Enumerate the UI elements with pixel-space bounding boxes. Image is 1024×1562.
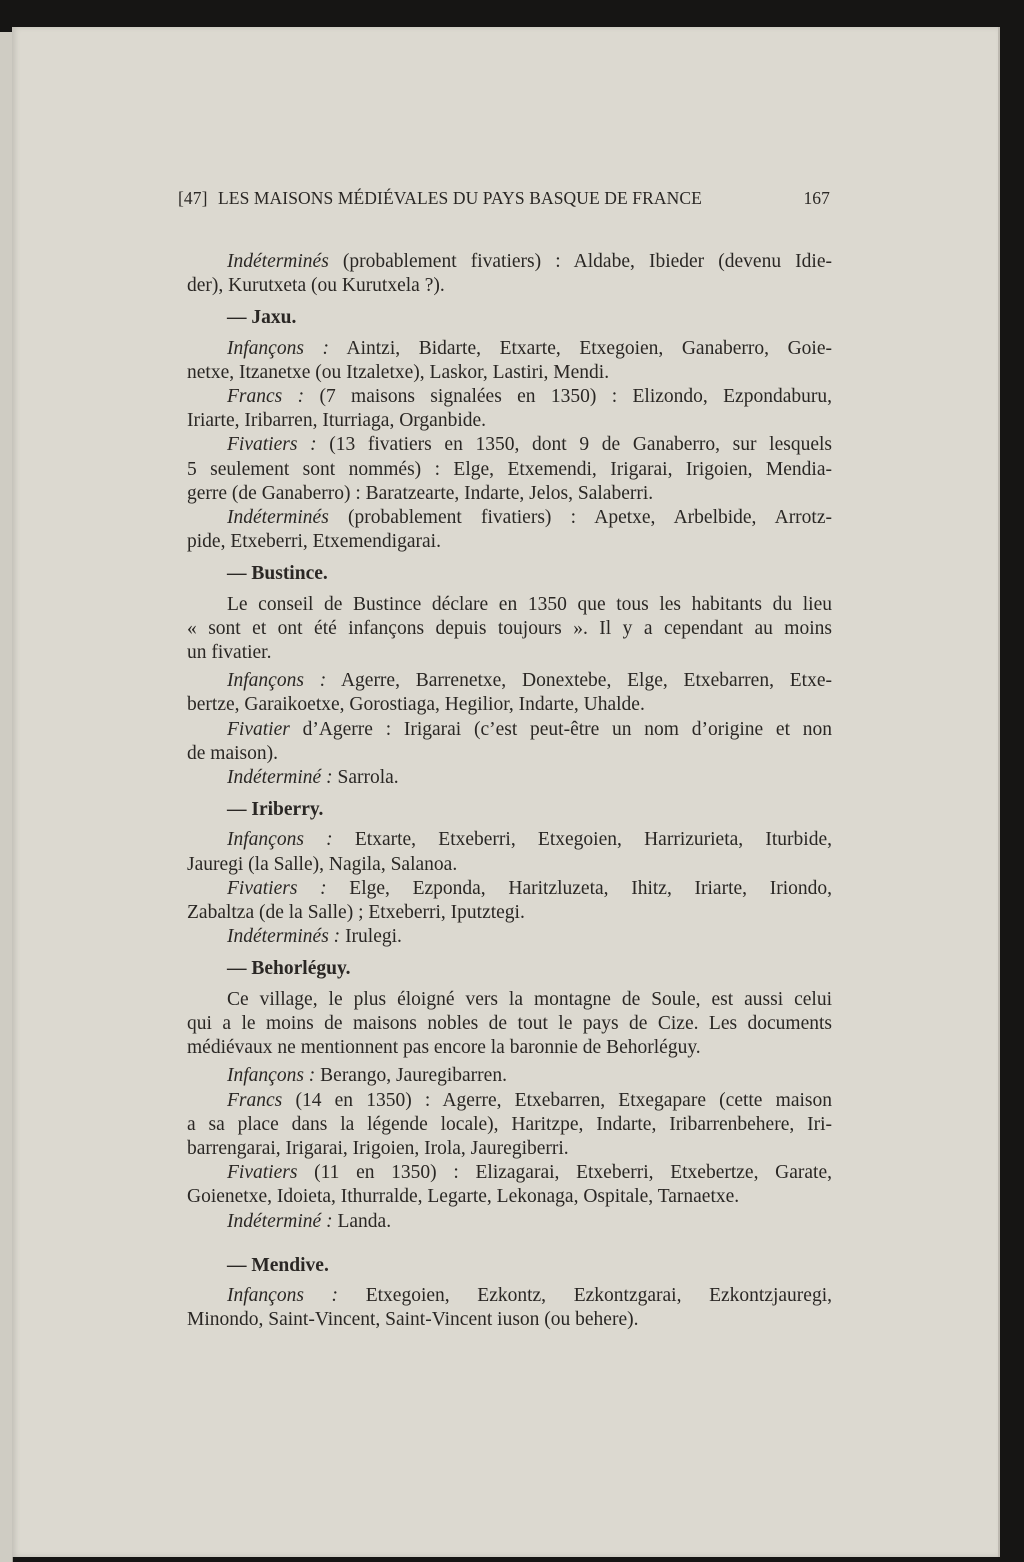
category-label: Francs [227, 1089, 283, 1111]
paragraph [187, 1064, 832, 1088]
text-line [187, 828, 832, 852]
text-line [187, 1012, 832, 1036]
line-text: (13 fivatiers en 1350, dont 9 de Ganaberro, sur lesquels [316, 434, 832, 456]
category-label: Infançons : [227, 1065, 316, 1087]
line-text: Etxegoien, Ezkontz, Ezkontzgarai, Ezkontzjauregi, [338, 1284, 832, 1306]
text-line [187, 1089, 832, 1113]
line-text: médiévaux ne mentionnent pas encore la baronnie de Behorléguy. [187, 1037, 701, 1059]
paragraph [187, 250, 832, 298]
paragraph [187, 1210, 832, 1234]
line-text: (probablement fivatiers) : Aldabe, Ibieder (devenu Idie- [328, 251, 832, 272]
line-text: Aintzi, Bidarte, Etxarte, Etxegoien, Ganaberro, Goie- [329, 337, 832, 359]
text-line [187, 385, 832, 409]
text-line [187, 1064, 832, 1088]
text-line [187, 250, 832, 274]
text-line [187, 877, 832, 901]
line-text: Agerre, Barrenetxe, Donextebe, Elge, Etxebarren, Etxe- [326, 670, 832, 692]
text-line [187, 925, 832, 949]
line-text: Goienetxe, Idoieta, Ithurralde, Legarte, Lekonaga, Ospitale, Tarnaetxe. [187, 1186, 740, 1208]
text-line [187, 593, 832, 617]
line-text: (11 en 1350) : Elizagarai, Etxeberri, Etxebertze, Garate, [297, 1162, 832, 1184]
text-line [187, 337, 832, 361]
running-header [178, 188, 830, 209]
line-text: Jauregi (la Salle), Nagila, Salanoa. [187, 853, 458, 875]
line-text: bertze, Garaikoetxe, Gorostiaga, Hegilior, Indarte, Uhalde. [187, 694, 645, 716]
line-text: pide, Etxeberri, Etxemendigarai. [187, 531, 441, 553]
paragraph [187, 1089, 832, 1162]
category-label: Fivatiers : [227, 434, 317, 456]
line-text: « sont et ont été infançons depuis toujours ». Il y a cependant au moins [187, 617, 832, 639]
text-line [187, 1137, 832, 1161]
village-heading: — Bustince. [227, 563, 328, 585]
text-line [187, 742, 832, 766]
text-line [187, 482, 832, 506]
section-number: [47] [178, 188, 208, 208]
paragraph [187, 828, 832, 876]
text-line [187, 718, 832, 742]
text-line [187, 1210, 832, 1234]
text-line [187, 853, 832, 877]
paragraph [187, 506, 832, 554]
category-label: Indéterminés [227, 507, 329, 529]
page-body [187, 250, 832, 1332]
text-line [187, 530, 832, 554]
category-label: Indéterminé : [227, 767, 333, 789]
category-label: Indéterminés [227, 251, 329, 272]
line-text: netxe, Itzanetxe (ou Itzaletxe), Laskor, Lastiri, Mendi. [187, 361, 610, 383]
category-label: Fivatiers [227, 1162, 298, 1184]
category-label: Infançons : [227, 670, 327, 692]
line-text: Elge, Ezponda, Haritzluzeta, Ihitz, Iriarte, Iriondo, [326, 877, 832, 899]
line-text: a sa place dans la légende locale), Haritzpe, Indarte, Iribarrenbehere, Iri- [187, 1113, 832, 1135]
paragraph [187, 593, 832, 666]
category-label: Indéterminé : [227, 1210, 333, 1232]
line-text: 5 seulement sont nommés) : Elge, Etxemendi, Irigarai, Irigoien, Mendia- [187, 458, 832, 480]
text-line [187, 1036, 832, 1060]
paragraph [187, 766, 832, 790]
text-line [187, 433, 832, 457]
text-line [187, 274, 832, 298]
category-label: Infançons : [227, 829, 333, 851]
line-text: (probablement fivatiers) : Apetxe, Arbelbide, Arrotz- [328, 507, 832, 529]
line-text: de maison). [187, 742, 278, 764]
paragraph [187, 385, 832, 433]
village-heading: — Behorléguy. [227, 958, 351, 980]
text-line [187, 458, 832, 482]
text-line [187, 1185, 832, 1209]
category-label: Indéterminés : [227, 926, 341, 948]
paragraph [187, 877, 832, 925]
line-text: Le conseil de Bustince déclare en 1350 que tous les habitants du lieu [227, 593, 832, 615]
text-line [187, 361, 832, 385]
line-text: (14 en 1350) : Agerre, Etxebarren, Etxegapare (cette maison [282, 1089, 832, 1111]
paragraph [187, 925, 832, 949]
line-text: qui a le moins de maisons nobles de tout le pays de Cize. Les documents [187, 1012, 832, 1034]
text-line [187, 988, 832, 1012]
line-text: Sarrola. [332, 767, 399, 789]
paragraph [187, 433, 832, 506]
category-label: Francs : [227, 386, 305, 408]
category-label: Infançons : [227, 337, 329, 359]
line-text: d’Agerre : Irigarai (c’est peut-être un nom d’origine et non [289, 718, 832, 740]
category-label: Infançons : [227, 1284, 339, 1306]
category-label: Fivatiers : [227, 877, 327, 899]
village-heading: — Iriberry. [227, 799, 324, 821]
text-line [187, 617, 832, 641]
line-text: Irulegi. [340, 926, 402, 948]
paragraph [187, 988, 832, 1061]
line-text: (7 maisons signalées en 1350) : Elizondo, Ezpondaburu, [304, 386, 832, 408]
text-line [187, 901, 832, 925]
page-number: 167 [803, 188, 830, 208]
text-line [187, 409, 832, 433]
text-line [187, 1113, 832, 1137]
running-title: LES MAISONS MÉDIÉVALES DU PAYS BASQUE DE FRANCE [218, 188, 702, 208]
paragraph [187, 337, 832, 385]
text-line [187, 669, 832, 693]
text-line [187, 506, 832, 530]
paragraph [187, 1161, 832, 1209]
line-text: Minondo, Saint-Vincent, Saint-Vincent iuson (ou behere). [187, 1309, 639, 1331]
category-label: Fivatier [227, 718, 290, 740]
text-line [187, 1308, 832, 1332]
text-line [187, 766, 832, 790]
line-text: Iriarte, Iribarren, Iturriaga, Organbide. [187, 410, 487, 432]
text-line [187, 1284, 832, 1308]
line-text: un fivatier. [187, 642, 272, 664]
paragraph [187, 718, 832, 766]
line-text: barrengarai, Irigarai, Irigoien, Irola, Jauregiberri. [187, 1137, 569, 1159]
village-heading: — Mendive. [227, 1254, 329, 1276]
village-heading: — Jaxu. [227, 307, 297, 329]
text-line [187, 693, 832, 717]
text-line [187, 1161, 832, 1185]
line-text: der), Kurutxeta (ou Kurutxela ?). [187, 275, 445, 297]
text-line [187, 641, 832, 665]
line-text: Berango, Jauregibarren. [315, 1065, 507, 1087]
line-text: Zabaltza (de la Salle) ; Etxeberri, Iputztegi. [187, 902, 525, 924]
line-text: Landa. [332, 1210, 392, 1232]
line-text: Ce village, le plus éloigné vers la montagne de Soule, est aussi celui [227, 988, 832, 1010]
line-text: gerre (de Ganaberro) : Baratzearte, Indarte, Jelos, Salaberri. [187, 482, 654, 504]
paragraph [187, 1284, 832, 1332]
line-text: Etxarte, Etxeberri, Etxegoien, Harrizurieta, Iturbide, [332, 829, 832, 851]
paragraph [187, 669, 832, 717]
